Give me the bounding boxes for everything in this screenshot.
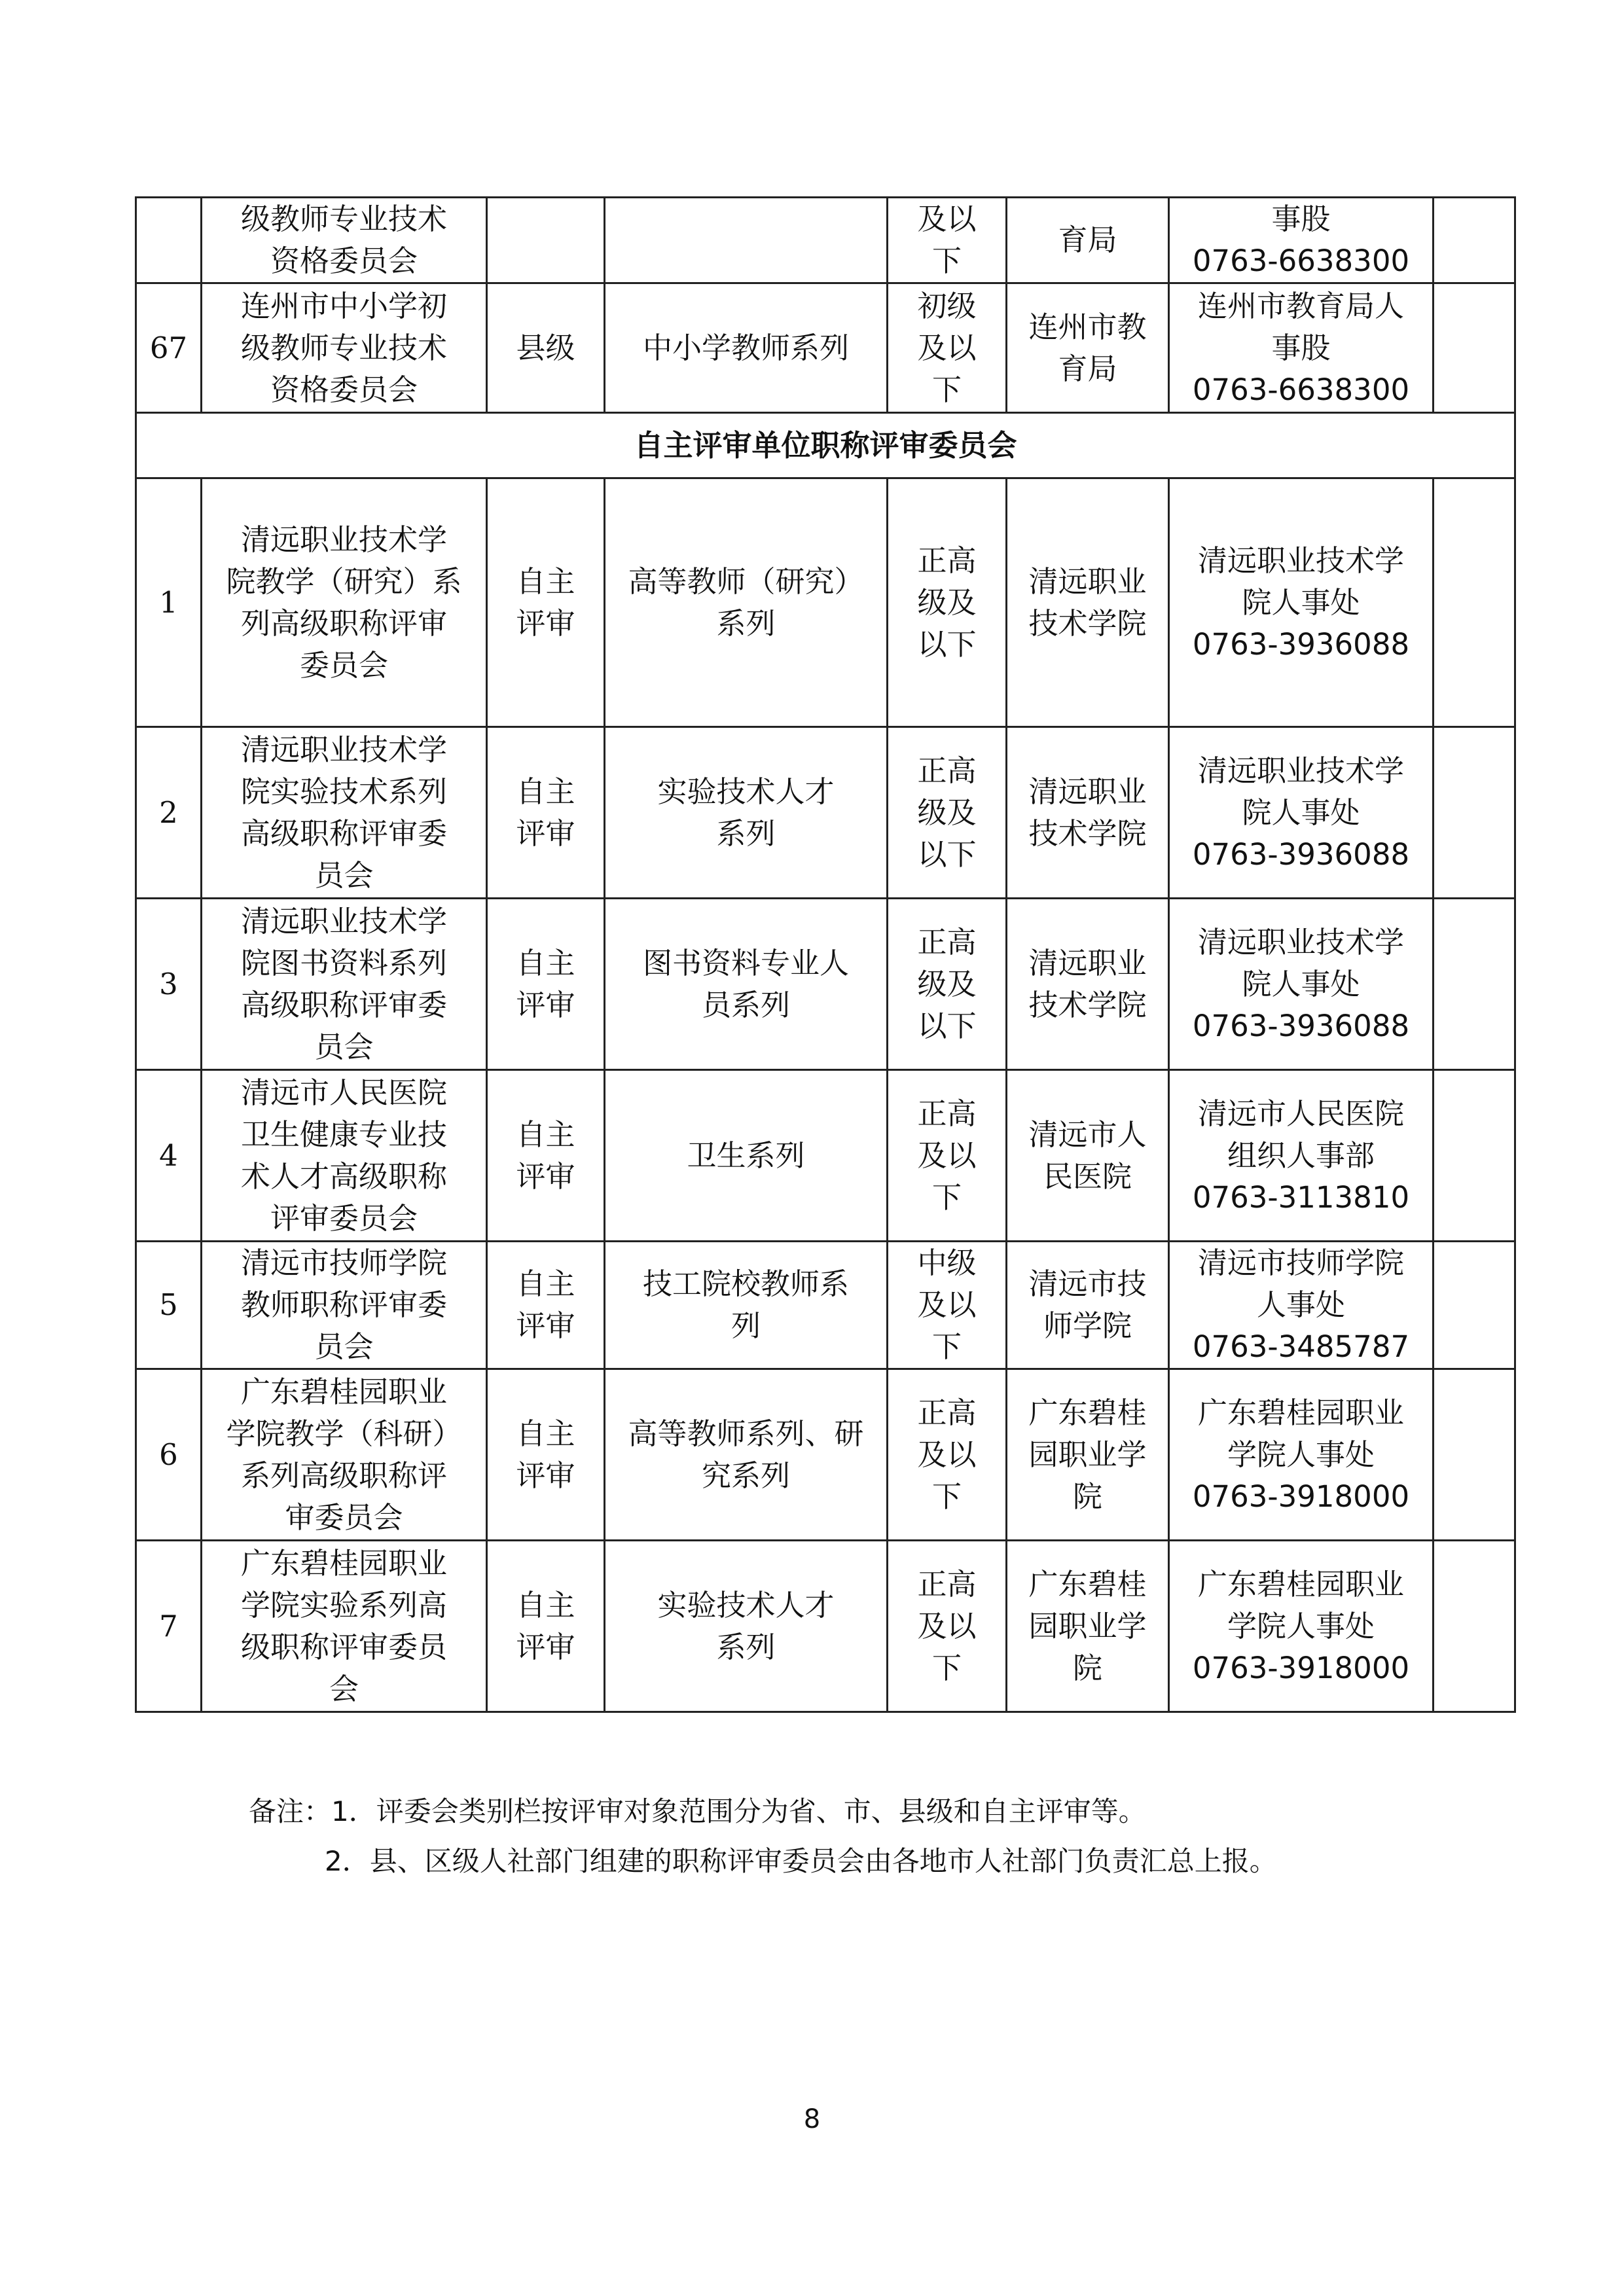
cell-line: 列高级职称评审 (240, 605, 447, 641)
cell-seq: 3 (136, 899, 202, 1070)
cell-line: 广东碧桂园职业 (240, 1545, 447, 1581)
cell-line: 下 (931, 1329, 962, 1364)
cell-line: 清远职业技术学 (1197, 924, 1404, 960)
cell-line: 0763-3918000 (1192, 1479, 1410, 1514)
cell-seq: 5 (136, 1242, 202, 1369)
cell-seq: 7 (136, 1541, 202, 1712)
cell-line: 自主 (516, 564, 575, 599)
cell-name (202, 1541, 487, 1712)
table-body-bottom (136, 478, 1515, 1712)
cell-name (202, 283, 487, 413)
table-row (136, 1070, 1515, 1242)
cell-series (605, 478, 888, 727)
cell-line: 审委员会 (285, 1499, 403, 1535)
cell-line: 高级职称评审委 (240, 987, 447, 1022)
cell-level (487, 899, 605, 1070)
cell-line: 自主 (516, 945, 575, 980)
cell-line: 院 (1072, 1650, 1102, 1685)
cell-name (202, 727, 487, 899)
cell-series (605, 1242, 888, 1369)
cell-line: 实验技术人才 (657, 774, 835, 809)
page-number: 8 (803, 2104, 821, 2134)
cell-line: 员系列 (701, 987, 790, 1022)
cell-line: 以下 (917, 836, 977, 872)
cell-line: 及以 (917, 1287, 977, 1322)
committee-table (135, 196, 1516, 1713)
cell-line: 园职业学 (1028, 1608, 1147, 1643)
cell-name (202, 1369, 487, 1541)
cell-line: 及以 (917, 1608, 977, 1643)
cell-note (1434, 283, 1515, 413)
cell-line: 正高 (917, 753, 977, 788)
cell-contact (1169, 1541, 1434, 1712)
cell-line: 级及 (917, 966, 977, 1001)
cell-line: 自主 (516, 1117, 575, 1152)
cell-name (202, 478, 487, 727)
table-row (136, 1242, 1515, 1369)
cell-line: 0763-3485787 (1192, 1329, 1410, 1364)
cell-line: 技术学院 (1028, 605, 1147, 641)
cell-seq: 6 (136, 1369, 202, 1541)
cell-line: 评审 (516, 816, 575, 851)
cell-name (202, 1242, 487, 1369)
cell-level (487, 727, 605, 899)
cell-series (605, 198, 888, 283)
cell-line: 学院人事处 (1227, 1608, 1375, 1643)
cell-line: 系列 (716, 605, 776, 641)
cell-line: 以下 (917, 626, 977, 662)
cell-org (1007, 283, 1169, 413)
cell-contact (1169, 478, 1434, 727)
cell-line: 0763-6638300 (1192, 243, 1410, 278)
cell-line: 技术学院 (1028, 987, 1147, 1022)
cell-line: 评审 (516, 1458, 575, 1493)
cell-contact (1169, 1369, 1434, 1541)
cell-line: 园职业学 (1028, 1437, 1147, 1472)
cell-line: 委员会 (299, 647, 388, 683)
cell-note (1434, 1541, 1515, 1712)
table-row (136, 283, 1515, 413)
cell-note (1434, 727, 1515, 899)
cell-line: 清远市技 (1028, 1266, 1147, 1301)
cell-line: 自主 (516, 1587, 575, 1623)
cell-line: 下 (931, 1650, 962, 1685)
cell-line: 清远职业技术学 (240, 903, 447, 939)
cell-note (1434, 478, 1515, 727)
cell-line: 下 (931, 243, 962, 278)
cell-line: 以下 (917, 1008, 977, 1043)
cell-line: 院 (1072, 1479, 1102, 1514)
cell-line: 评审 (516, 605, 575, 641)
cell-line: 事股 (1271, 202, 1331, 236)
table-row (136, 899, 1515, 1070)
cell-line: 院实验技术系列 (240, 774, 447, 809)
cell-series (605, 1541, 888, 1712)
cell-line: 中小学教师系列 (642, 330, 849, 365)
cell-scope (888, 727, 1007, 899)
cell-org (1007, 1070, 1169, 1242)
cell-line: 广东碧桂园职业 (1197, 1395, 1404, 1430)
cell-line: 清远职业技术学 (1197, 753, 1404, 788)
cell-line: 列 (731, 1308, 761, 1343)
cell-contact (1169, 1242, 1434, 1369)
cell-name (202, 899, 487, 1070)
cell-line: 院教学（研究）系 (226, 564, 462, 599)
cell-line: 清远职业技术学 (1197, 543, 1404, 578)
cell-level (487, 198, 605, 283)
cell-line: 清远市技师学院 (1197, 1246, 1404, 1280)
cell-line: 0763-3936088 (1192, 836, 1410, 872)
cell-line: 连州市教育局人 (1197, 288, 1404, 323)
cell-line: 0763-3918000 (1192, 1650, 1410, 1685)
cell-series (605, 1070, 888, 1242)
cell-line: 广东碧桂 (1028, 1566, 1147, 1602)
cell-line: 清远职业 (1028, 774, 1147, 809)
cell-line: 员会 (314, 857, 374, 893)
cell-line: 自主 (516, 1416, 575, 1451)
cell-line: 0763-3113810 (1192, 1179, 1410, 1215)
cell-note (1434, 1242, 1515, 1369)
section-row (136, 413, 1515, 478)
cell-line: 下 (931, 372, 962, 407)
cell-line: 及以 (917, 330, 977, 365)
cell-line: 级职称评审委员 (240, 1629, 447, 1664)
cell-level (487, 1242, 605, 1369)
cell-line: 评审 (516, 1629, 575, 1664)
cell-line: 及以 (917, 1138, 977, 1173)
cell-line: 院人事处 (1242, 795, 1360, 830)
cell-line: 院人事处 (1242, 584, 1360, 620)
cell-org (1007, 1369, 1169, 1541)
cell-org (1007, 727, 1169, 899)
cell-line: 级及 (917, 584, 977, 620)
cell-line: 广东碧桂园职业 (1197, 1566, 1404, 1602)
cell-line: 评审 (516, 1308, 575, 1343)
cell-line: 自主 (516, 1266, 575, 1301)
cell-line: 术人才高级职称 (240, 1158, 447, 1194)
cell-note (1434, 899, 1515, 1070)
cell-seq: 67 (136, 283, 202, 413)
cell-level (487, 283, 605, 413)
cell-line: 0763-3936088 (1192, 1008, 1410, 1043)
cell-line: 正高 (917, 1096, 977, 1131)
cell-scope (888, 283, 1007, 413)
cell-scope (888, 198, 1007, 283)
cell-line: 级及 (917, 795, 977, 830)
note-1: 备注：1．评委会类别栏按评审对象范围分为省、市、县级和自主评审等。 (249, 1795, 1146, 1827)
cell-line: 清远职业 (1028, 564, 1147, 599)
cell-seq (136, 198, 202, 283)
cell-line: 连州市中小学初 (240, 288, 447, 323)
cell-org (1007, 478, 1169, 727)
cell-line: 县级 (516, 330, 575, 365)
cell-line: 资格委员会 (270, 372, 418, 407)
cell-line: 正高 (917, 924, 977, 960)
table-row (136, 1541, 1515, 1712)
cell-line: 院图书资料系列 (240, 945, 447, 980)
cell-line: 系列 (716, 816, 776, 851)
table-row (136, 727, 1515, 899)
cell-line: 正高 (917, 1566, 977, 1602)
cell-line: 系列 (716, 1629, 776, 1664)
cell-org (1007, 1242, 1169, 1369)
table-row (136, 1369, 1515, 1541)
cell-line: 评审 (516, 987, 575, 1022)
table-body-top (136, 198, 1515, 413)
cell-scope (888, 1242, 1007, 1369)
cell-line: 中级 (917, 1246, 977, 1280)
cell-line: 下 (931, 1179, 962, 1215)
cell-line: 学院实验系列高 (240, 1587, 447, 1623)
notes (249, 1787, 1277, 1886)
cell-level (487, 1541, 605, 1712)
cell-line: 及以 (917, 1437, 977, 1472)
cell-seq: 2 (136, 727, 202, 899)
cell-line: 高级职称评审委 (240, 816, 447, 851)
cell-contact (1169, 283, 1434, 413)
cell-line: 初级 (917, 288, 977, 323)
cell-seq: 1 (136, 478, 202, 727)
cell-line: 技术学院 (1028, 816, 1147, 851)
cell-line: 院人事处 (1242, 966, 1360, 1001)
cell-line: 连州市教 (1028, 309, 1147, 344)
cell-scope (888, 899, 1007, 1070)
section-title: 自主评审单位职称评审委员会 (136, 413, 1515, 478)
cell-line: 人事处 (1256, 1287, 1345, 1322)
cell-scope (888, 1541, 1007, 1712)
cell-note (1434, 198, 1515, 283)
cell-line: 及以 (917, 202, 977, 236)
cell-series (605, 1369, 888, 1541)
cell-org (1007, 899, 1169, 1070)
cell-line: 清远职业 (1028, 945, 1147, 980)
cell-line: 资格委员会 (270, 243, 418, 278)
cell-contact (1169, 198, 1434, 283)
cell-level (487, 1369, 605, 1541)
cell-line: 学院人事处 (1227, 1437, 1375, 1472)
cell-name (202, 198, 487, 283)
cell-line: 教师职称评审委 (240, 1287, 447, 1322)
cell-series (605, 283, 888, 413)
cell-level (487, 1070, 605, 1242)
cell-line: 级教师专业技术 (240, 202, 447, 236)
cell-series (605, 727, 888, 899)
cell-line: 级教师专业技术 (240, 330, 447, 365)
cell-line: 正高 (917, 1395, 977, 1430)
cell-line: 员会 (314, 1329, 374, 1364)
cell-line: 实验技术人才 (657, 1587, 835, 1623)
cell-name (202, 1070, 487, 1242)
cell-line: 广东碧桂 (1028, 1395, 1147, 1430)
cell-scope (888, 1369, 1007, 1541)
cell-line: 系列高级职称评 (240, 1458, 447, 1493)
cell-contact (1169, 899, 1434, 1070)
cell-series (605, 899, 888, 1070)
cell-line: 评审 (516, 1158, 575, 1194)
cell-line: 下 (931, 1479, 962, 1514)
cell-line: 图书资料专业人 (642, 945, 849, 980)
cell-scope (888, 1070, 1007, 1242)
cell-org (1007, 1541, 1169, 1712)
cell-line: 师学院 (1043, 1308, 1132, 1343)
cell-line: 事股 (1271, 330, 1331, 365)
cell-line: 究系列 (701, 1458, 790, 1493)
cell-line: 员会 (314, 1029, 374, 1064)
table-row (136, 198, 1515, 283)
cell-line: 清远市人民医院 (1197, 1096, 1404, 1131)
cell-line: 民医院 (1043, 1158, 1132, 1194)
cell-note (1434, 1369, 1515, 1541)
cell-line: 0763-3936088 (1192, 626, 1410, 662)
cell-line: 技工院校教师系 (642, 1266, 849, 1301)
cell-line: 卫生系列 (687, 1138, 805, 1173)
cell-line: 正高 (917, 543, 977, 578)
cell-line: 清远市技师学院 (240, 1246, 447, 1280)
cell-line: 0763-6638300 (1192, 372, 1410, 407)
note-2: 2．县、区级人社部门组建的职称评审委员会由各地市人社部门负责汇总上报。 (325, 1845, 1277, 1877)
cell-line: 高等教师（研究） (628, 564, 864, 599)
cell-line: 会 (329, 1671, 359, 1706)
cell-line: 清远职业技术学 (240, 732, 447, 767)
cell-line: 清远职业技术学 (240, 522, 447, 557)
cell-contact (1169, 1070, 1434, 1242)
cell-scope (888, 478, 1007, 727)
cell-line: 卫生健康专业技 (240, 1117, 447, 1152)
cell-note (1434, 1070, 1515, 1242)
cell-line: 自主 (516, 774, 575, 809)
cell-line: 广东碧桂园职业 (240, 1374, 447, 1409)
cell-line: 育局 (1058, 223, 1117, 257)
cell-line: 高等教师系列、研 (628, 1416, 864, 1451)
cell-org (1007, 198, 1169, 283)
cell-seq: 4 (136, 1070, 202, 1242)
cell-line: 清远市人民医院 (240, 1075, 447, 1110)
cell-line: 清远市人 (1028, 1117, 1147, 1152)
table-row (136, 478, 1515, 727)
cell-line: 组织人事部 (1227, 1138, 1375, 1173)
cell-line: 评审委员会 (270, 1200, 418, 1236)
cell-contact (1169, 727, 1434, 899)
cell-line: 育局 (1058, 351, 1117, 386)
section-header (136, 413, 1515, 478)
cell-level (487, 478, 605, 727)
cell-line: 学院教学（科研） (226, 1416, 462, 1451)
